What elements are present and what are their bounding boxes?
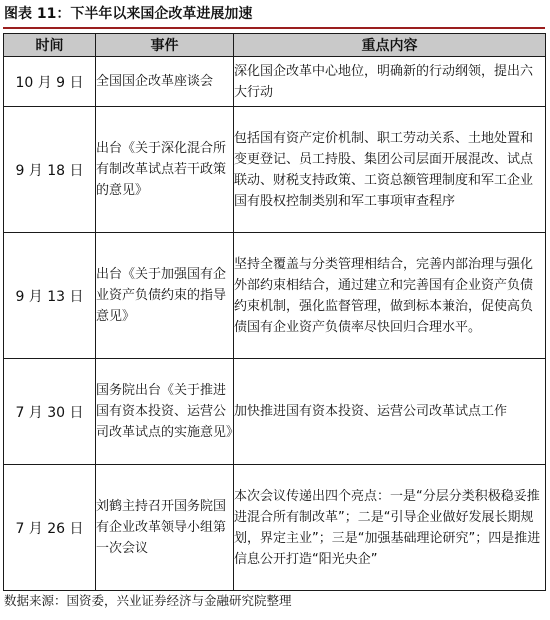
row-content <box>234 233 546 359</box>
row-content <box>234 57 546 107</box>
table-header-row <box>4 34 546 57</box>
event-text: 出台《关于深化混合所有制改革试点若干政策的意见》 <box>96 141 227 198</box>
event-text: 全国国企改革座谈会 <box>96 74 214 89</box>
row-content <box>234 465 546 591</box>
content-text: 包括国有资产定价机制、职工劳动关系、土地处置和变更登记、员工持股、集团公司层面开展混改、试点联动、财税支持政策、工资总额管理制度和军工企业国有股权控制类别和军工事项审查程序 <box>234 130 534 209</box>
row-event <box>96 107 234 233</box>
reform-timeline-table <box>3 33 546 591</box>
row-event <box>96 57 234 107</box>
content-text: 本次会议传递出四个亮点：一是“分层分类积极稳妥推进混合所有制改革”；二是“引导企业做好发展长期规划，界定主业”；三是“加强基础理论研究”；四是推进信息公开打造“阳光央企” <box>234 488 541 567</box>
row-date: 9 月 18 日 <box>4 107 96 233</box>
row-event <box>96 465 234 591</box>
table-row <box>4 359 546 465</box>
header-time: 时间 <box>4 34 96 57</box>
header-event: 事件 <box>96 34 234 57</box>
row-date: 10 月 9 日 <box>4 57 96 107</box>
title-divider <box>3 27 545 29</box>
content-text: 加快推进国有资本投资、运营公司改革试点工作 <box>234 404 508 419</box>
row-date: 9 月 13 日 <box>4 233 96 359</box>
table-row <box>4 107 546 233</box>
table-row <box>4 233 546 359</box>
row-date: 7 月 30 日 <box>4 359 96 465</box>
table-row <box>4 57 546 107</box>
content-text: 坚持全覆盖与分类管理相结合，完善内部治理与强化外部约束相结合，通过建立和完善国有企业资产负债约束机制，强化监督管理，做到标本兼治，促使高负债国有企业资产负债率尽快回归合理水平。 <box>234 256 534 335</box>
row-event <box>96 233 234 359</box>
row-content <box>234 107 546 233</box>
row-date: 7 月 26 日 <box>4 465 96 591</box>
data-source-note: 数据来源：国资委，兴业证券经济与金融研究院整理 <box>4 593 292 608</box>
row-content <box>234 359 546 465</box>
table-row <box>4 465 546 591</box>
event-text: 出台《关于加强国有企业资产负债约束的指导意见》 <box>96 267 227 324</box>
event-text: 国务院出台《关于推进国有资本投资、运营公司改革试点的实施意见》 <box>96 383 240 440</box>
header-content: 重点内容 <box>234 34 546 57</box>
figure-title: 图表 11：下半年以来国企改革进展加速 <box>4 6 253 22</box>
row-event <box>96 359 240 465</box>
event-text: 刘鹤主持召开国务院国有企业改革领导小组第一次会议 <box>96 499 227 556</box>
content-text: 深化国企改革中心地位，明确新的行动纲领，提出六大行动 <box>234 63 534 100</box>
